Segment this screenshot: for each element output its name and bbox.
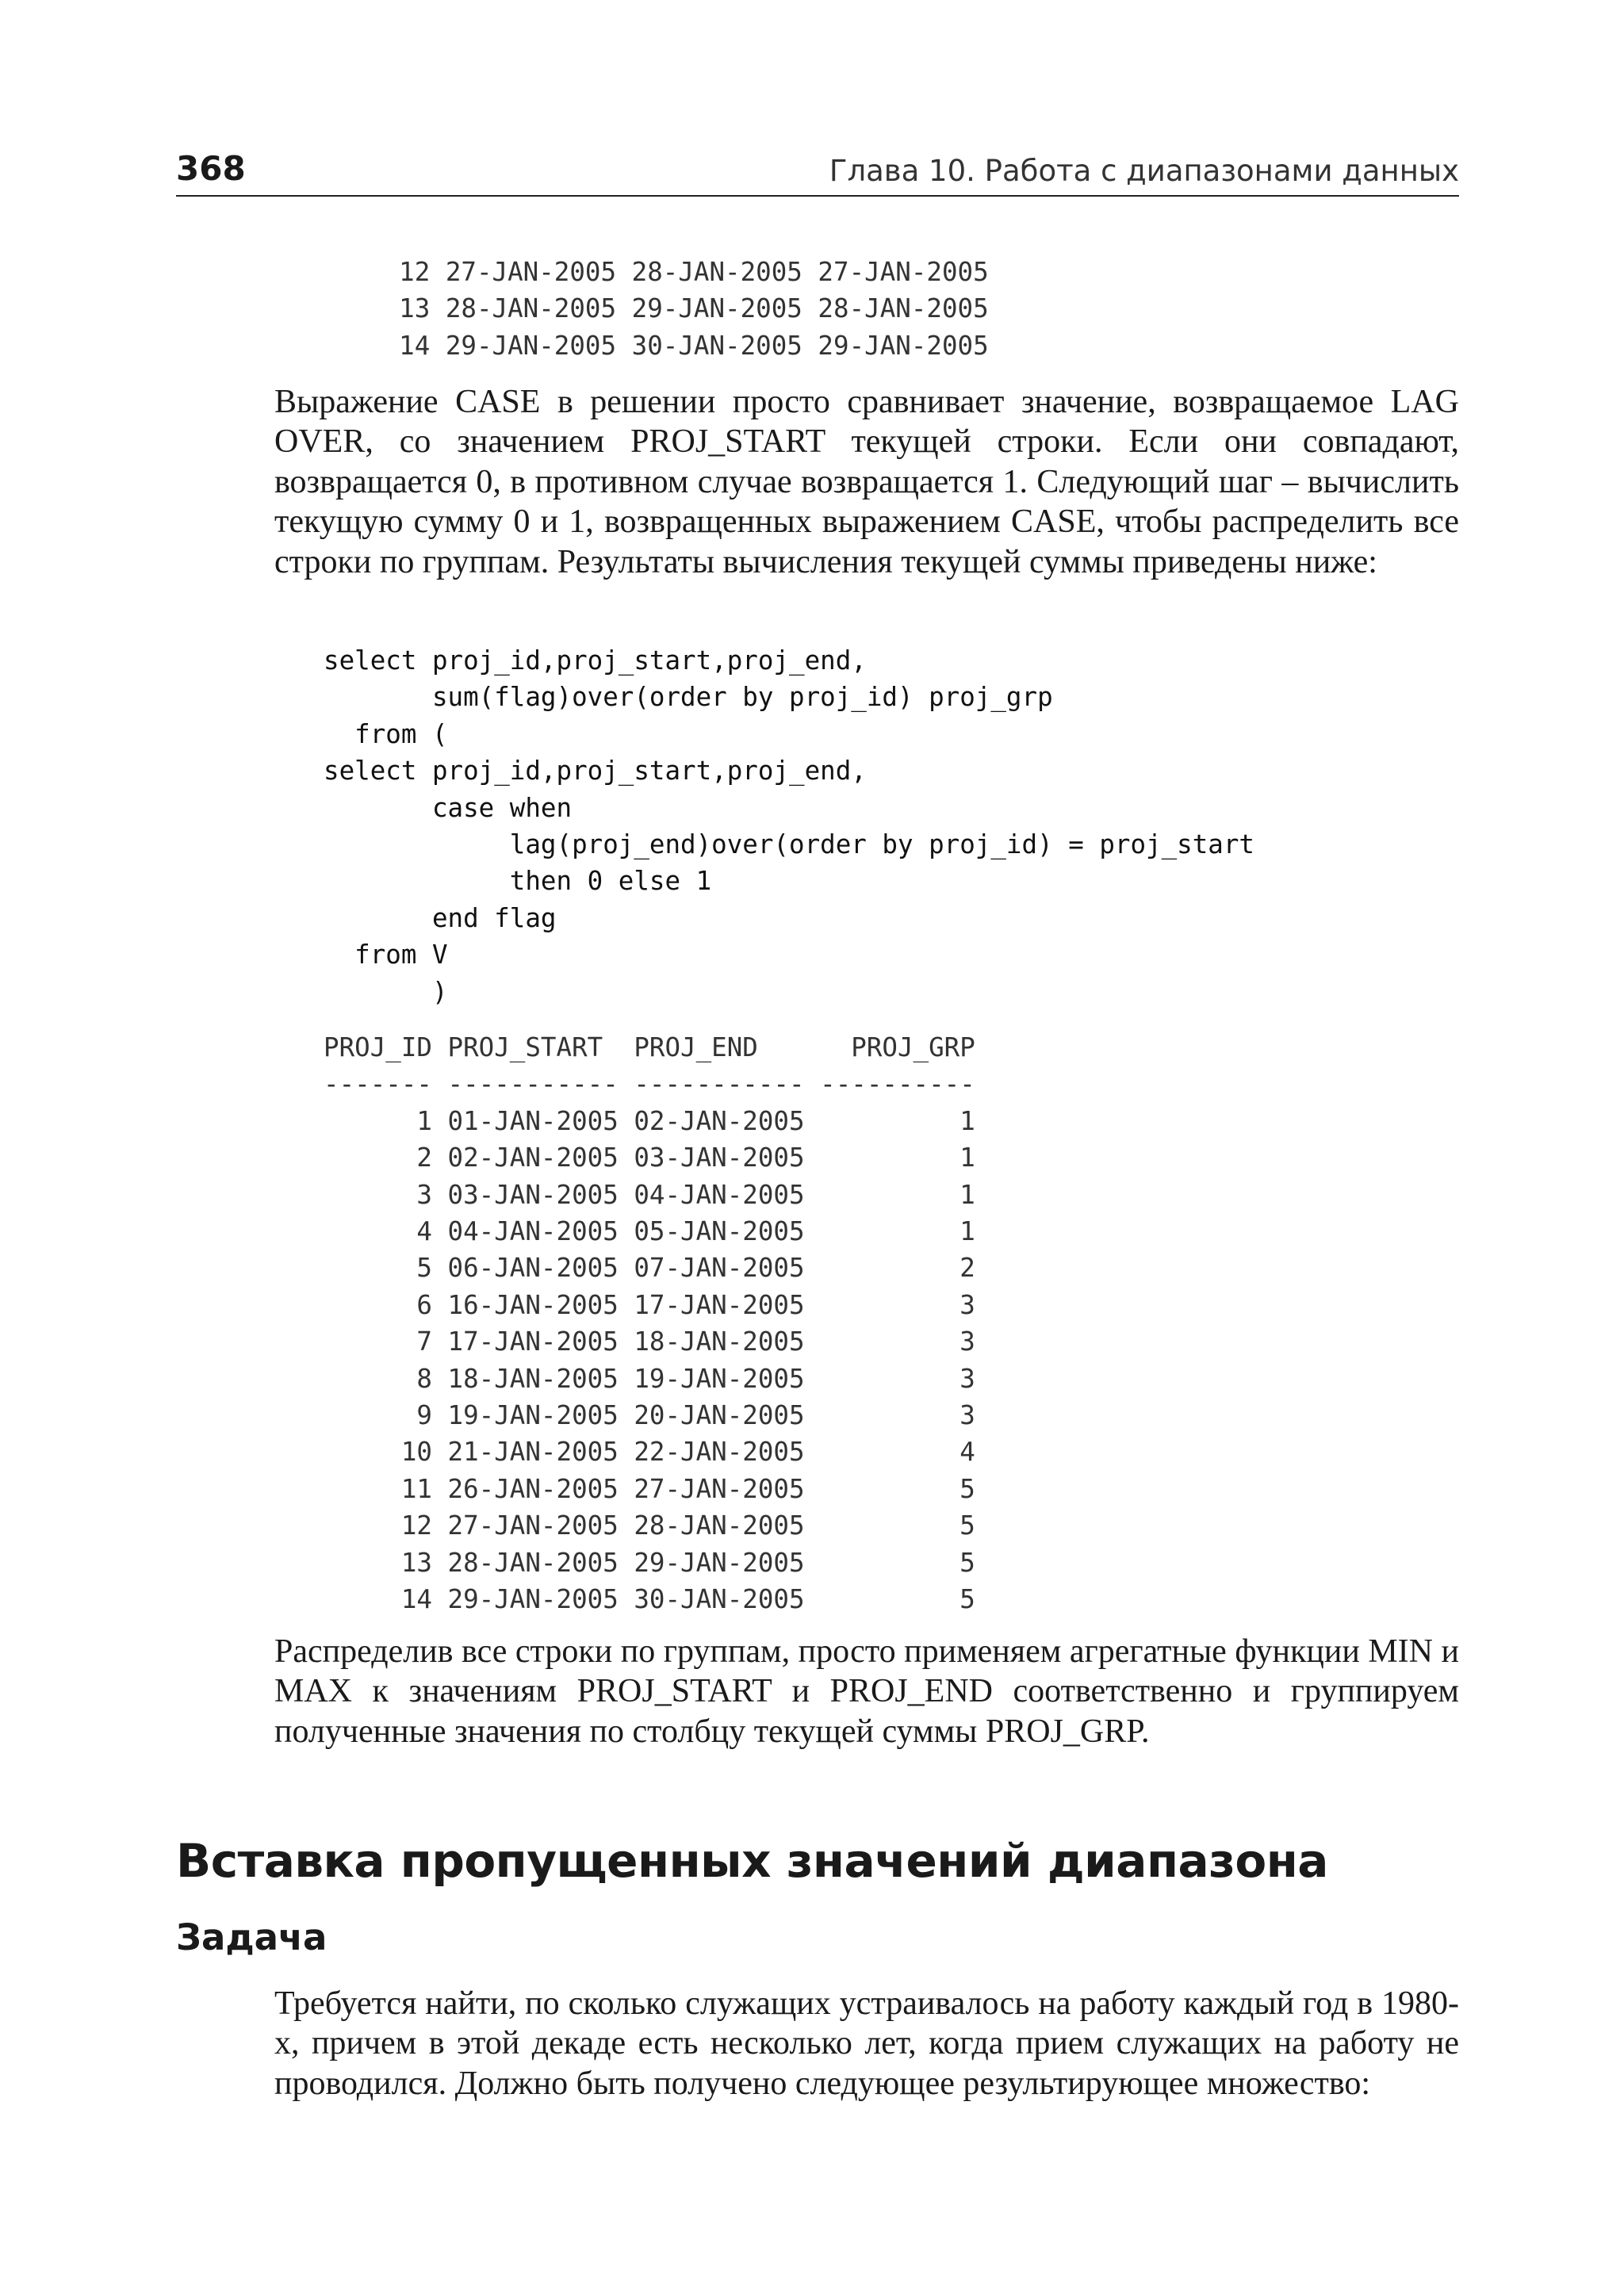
code-listing: select proj_id,proj_start,proj_end, sum(flag)over(order by proj_id) proj_grp from ( select proj_id,proj_start,proj_end, case when lag(proj_end)over(order by proj_id) = proj_start then 0 else 1 end flag from V ): [324, 645, 1254, 1007]
result-table: PROJ_ID PROJ_START PROJ_END PROJ_GRP ------- ----------- ----------- ---------- 1 01-JAN-2005 02-JAN-2005 1 2 02-JAN-2005 03-JAN-2005 1 3 03-JAN-2005 04-JAN-2005 1 4 04-JAN-2005 05-JAN-2005 1 5 06-JAN-2005 07-JAN-2005 2 6 16-JAN-2005 17-JAN-2005 3 7 17-JAN-2005 18-JAN-2005 3 8 18-JAN-2005 19-JAN-2005 3 9 19-JAN-2005 20-JAN-2005 3 10 21-JAN-2005 22-JAN-2005 4 11 26-JAN-2005 27-JAN-2005 5 12 27-JAN-2005 28-JAN-2005 5 13 28-JAN-2005 29-JAN-2005 5 14 29-JAN-2005 30-JAN-2005 5: [324, 1032, 975, 1615]
page-number: 368: [176, 149, 246, 188]
page-header: [176, 147, 1459, 197]
body-paragraph: Распределив все строки по группам, просто применяем агрегатные функции MIN и MAX к значениям PROJ_START и PROJ_END соответственно и группируем полученные значения по столбцу текущей суммы PROJ_GRP.: [274, 1633, 1459, 1750]
subsection-heading: Задача: [176, 1916, 327, 1958]
body-paragraph: Требуется найти, по сколько служащих устраивалось на работу каждый год в 1980-х, причем в этой декаде есть несколько лет, когда прием служащих на работу не проводился. Должно быть получено следующее результирующее множество:: [274, 1985, 1459, 2102]
section-heading: Вставка пропущенных значений диапазона: [176, 1834, 1328, 1888]
query-output-tail: 12 27-JAN-2005 28-JAN-2005 27-JAN-2005 13 28-JAN-2005 29-JAN-2005 28-JAN-2005 14 29-JAN-2005 30-JAN-2005 29-JAN-2005: [399, 257, 989, 361]
running-title: Глава 10. Работа с диапазонами данных: [829, 154, 1459, 188]
body-paragraph: Выражение CASE в решении просто сравнивает значение, возвращаемое LAG OVER, со значением PROJ_START текущей строки. Если они совпадают, возвращается 0, в противном случае возвращается 1. Следующий шаг – вычислить текущую сумму 0 и 1, возвращенных выражением CASE, чтобы распределить все строки по группам. Результаты вычисления текущей суммы приведены ниже:: [274, 384, 1459, 580]
